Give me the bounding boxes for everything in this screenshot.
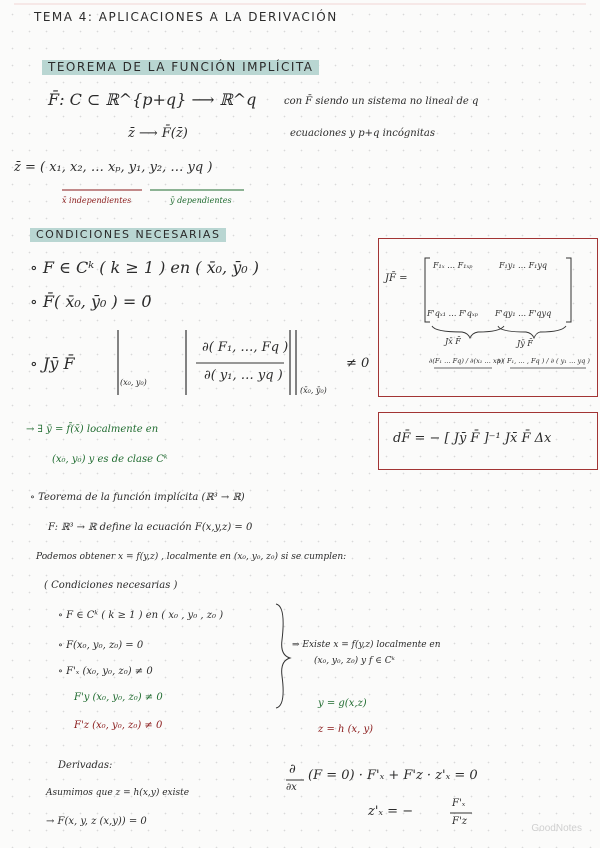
zx-result: z'ₓ = − <box>368 804 414 819</box>
r3-condition-2: ∘ F(x₀, y₀, z₀) = 0 <box>58 640 144 651</box>
jacobian-matrix-box <box>378 238 598 397</box>
differential-formula-box <box>378 412 598 470</box>
condition-3-denominator: ∂( y₁, … yq ) <box>204 368 283 383</box>
section-heading-teorema: TEOREMA DE LA FUNCIÓN IMPLÍCITA <box>42 60 319 74</box>
condition-1: ∘ F ∈ Cᵏ ( k ≥ 1 ) en ( x̄₀, ȳ₀ ) <box>30 258 259 277</box>
goodnotes-watermark: GoodNotes <box>531 823 582 834</box>
jacobian-label: JF̄ = <box>385 273 408 284</box>
section-heading-condiciones: CONDICIONES NECESARIAS <box>30 227 226 241</box>
derivadas-heading: Derivadas: <box>58 760 113 771</box>
partial-numerator: ∂ <box>289 762 296 777</box>
r3-condition-5: F'z (x₀, y₀, z₀) ≠ 0 <box>74 720 163 731</box>
r3-result-4: z = h (x, y) <box>318 724 374 735</box>
z-vector: z̄ = ( x₁, x₂, … xₚ, y₁, y₂, … yq ) <box>14 160 213 175</box>
jy-fraction: ∂ ( F₁, … , Fq ) / ∂ ( y₁ … yq ) <box>497 357 590 365</box>
condition-3-jacobian: ∘ Jȳ F̄ <box>30 354 75 373</box>
r3-condition-1: ∘ F ∈ Cᵏ ( k ≥ 1 ) en ( x₀ , y₀ , z₀ ) <box>58 610 224 621</box>
derivadas-line-2: → F(x, y, z (x,y)) = 0 <box>46 816 147 827</box>
function-mapping-2: z̄ ⟶ F̄(z̄) <box>128 126 188 141</box>
jx-fraction: ∂(F₁ … Fq) / ∂(x₁ … xp) <box>429 357 504 365</box>
x-independent-label: x̄ independientes <box>62 196 132 205</box>
r3-result-3: y = g(x,z) <box>318 698 367 709</box>
condition-3-eval-point: (x₀, y₀) <box>120 378 147 387</box>
zx-denominator: F'z <box>452 816 467 827</box>
chain-rule-equation: (F = 0) · F'ₓ + F'z · z'ₓ = 0 <box>308 768 478 783</box>
r3-line-1: F: ℝ³ → ℝ define la ecuación F(x,y,z) = 0 <box>48 522 253 533</box>
matrix-row-1-y: F₁y₁ … F₁yq <box>499 261 547 270</box>
derivadas-line-1: Asumimos que z = h(x,y) existe <box>46 788 190 798</box>
r3-condition-4: F'y (x₀, y₀, z₀) ≠ 0 <box>74 692 163 703</box>
page-title: TEMA 4: APLICACIONES A LA DERIVACIÓN <box>34 10 338 24</box>
r3-result-2: (x₀, y₀, z₀) y f ∈ Cᵏ <box>314 656 395 666</box>
zx-numerator: F'ₓ <box>452 798 466 809</box>
jy-label: Jȳ F̄ <box>517 339 533 348</box>
y-dependent-label: ȳ dependientes <box>170 196 232 205</box>
description-line-1: con F̄ siendo un sistema no lineal de q <box>284 96 479 107</box>
jx-label: Jx̄ F̄ <box>445 337 461 346</box>
condition-3-numerator: ∂( F₁, …, Fq ) <box>202 340 289 355</box>
r3-line-3: ( Condiciones necesarias ) <box>44 580 178 591</box>
conclusion-line-1: → ∃ ȳ = f̄(x̄) localmente en <box>26 424 159 435</box>
description-line-2: ecuaciones y p+q incógnitas <box>290 128 436 139</box>
differential-formula: dF̄ = − [ Jȳ F̄ ]⁻¹ Jx̄ F̄ Δx <box>393 431 552 446</box>
condition-3-eval-point-2: (x̄₀, ȳ₀) <box>300 386 327 395</box>
condition-2: ∘ F̄( x̄₀, ȳ₀ ) = 0̄ <box>30 292 152 311</box>
matrix-row-q-y: F'qy₁ … F'qyq <box>495 309 552 318</box>
function-mapping: F̄: C ⊂ ℝ^{p+q} ⟶ ℝ^q <box>48 90 257 109</box>
partial-denominator: ∂x <box>286 782 297 793</box>
section-heading-r3: ∘ Teorema de la función implícita (ℝ³ → ℝ) <box>30 492 245 503</box>
r3-line-2: Podemos obtener x = f(y,z) , localmente en (x₀, y₀, z₀) si se cumplen: <box>36 552 347 562</box>
r3-result-1: ⇒ Existe x = f(y,z) localmente en <box>292 640 441 650</box>
conclusion-line-2: (x₀, y₀) y es de clase Cᵏ <box>52 454 168 465</box>
matrix-row-q-x: F'qₓ₁ … F'qₓₚ <box>427 309 478 318</box>
condition-3-not-zero: ≠ 0 <box>346 356 370 371</box>
r3-condition-3: ∘ F'ₓ (x₀, y₀, z₀) ≠ 0 <box>58 666 153 677</box>
matrix-row-1-x: F₁ₓ … F₁ₓₚ <box>433 261 473 270</box>
